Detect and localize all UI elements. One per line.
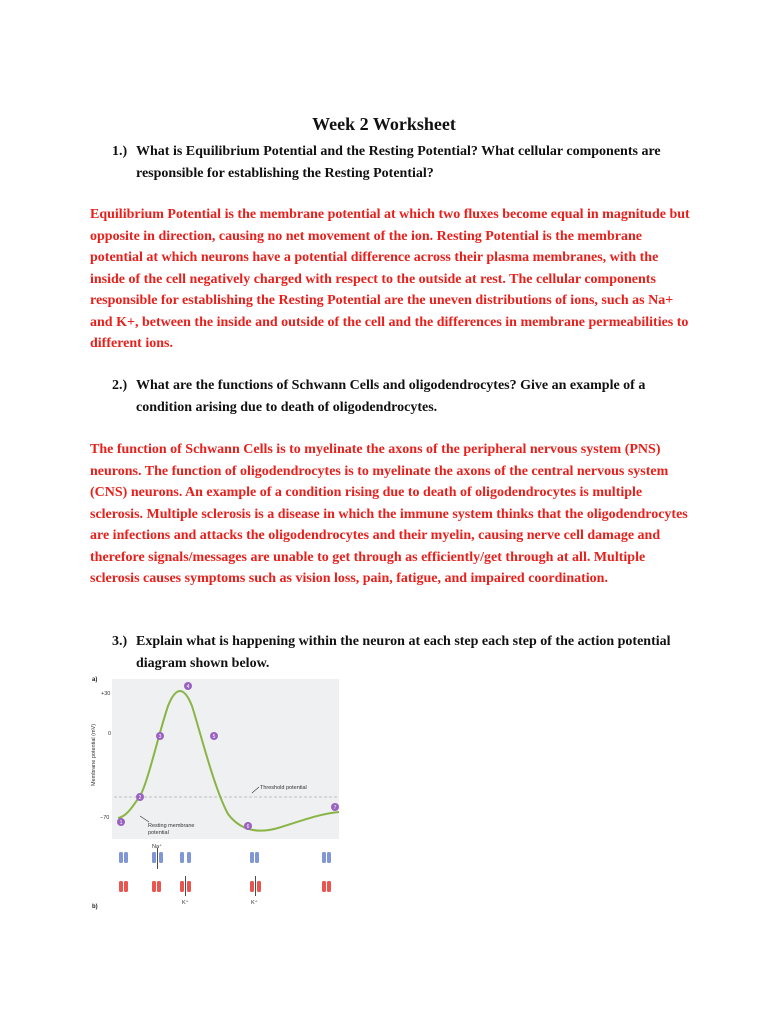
k-label-2: K⁺	[251, 900, 258, 906]
na-channel-2	[152, 848, 163, 869]
k-label-1: K⁺	[182, 900, 189, 906]
svg-text:3: 3	[158, 734, 162, 740]
svg-text:6: 6	[246, 824, 250, 830]
answer-2: The function of Schwann Cells is to myelinate the axons of the peripheral nervous system (PNS) neurons. The function of oligodendrocytes is to myelinate the axons of the central nervous system (CNS) neurons. An example of a condition rising due to death of oligodendrocytes is multiple sclerosis. Multiple sclerosis is a disease in which the immune system thinks that the oligodendrocytes are infections and attacks the oligodendrocytes and their myelin, causing nerve cell damage and therefore signals/messages are unable to get through as efficiently/get through at all. Multiple sclerosis causes symptoms such as vision loss, pain, fatigue, and impaired coordination.	[90, 442, 688, 586]
step-marker-1	[117, 818, 125, 826]
question-1-text: What is Equilibrium Potential and the Resting Potential? What cellular components are responsible for establishing the Resting Potential?	[136, 144, 661, 181]
svg-text:2: 2	[138, 795, 142, 801]
threshold-label: Threshold potential	[260, 785, 307, 791]
svg-text:1: 1	[119, 820, 123, 826]
step-marker-2	[136, 793, 144, 801]
question-3-text: Explain what is happening within the neuron at each step each step of the action potential diagram shown below.	[136, 634, 671, 671]
na-channel-3	[180, 852, 191, 863]
tick-minus-70: −70	[100, 815, 110, 821]
k-channel-2	[152, 881, 161, 892]
page-title: Week 2 Worksheet	[312, 114, 456, 134]
resting-label-line-1: Resting membrane	[148, 823, 195, 829]
k-channel-1	[119, 881, 128, 892]
graph-panel	[112, 679, 339, 839]
tick-zero: 0	[108, 731, 112, 737]
panel-b-label: b)	[92, 904, 98, 910]
k-channel-4	[250, 876, 261, 896]
question-2	[112, 375, 672, 418]
step-marker-4	[184, 682, 192, 690]
step-marker-3	[156, 732, 164, 740]
question-3	[112, 631, 672, 674]
question-2-text: What are the functions of Schwann Cells and oligodendrocytes? Give an example of a condition arising due to death of oligodendrocytes.	[136, 378, 646, 415]
question-3-number: 3.)	[112, 634, 128, 649]
answer-1: Equilibrium Potential is the membrane potential at which two fluxes become equal in magnitude but opposite in direction, causing no net movement of the ion. Resting Potential is the membrane potential at which neurons have a potential difference across their plasma membranes, with the inside of the cell negatively charged with respect to the outside at rest. The cellular components responsible for establishing the Resting Potential are the uneven distributions of ions, such as Na+ and K+, between the inside and outside of the cell and the differences in membrane permeabilities to different ions.	[90, 207, 690, 351]
svg-text:5: 5	[212, 734, 216, 740]
step-marker-6	[244, 822, 252, 830]
k-channel-5	[322, 881, 331, 892]
question-1-number: 1.)	[112, 144, 128, 159]
panel-a-label: a)	[92, 677, 98, 683]
k-channel-3	[180, 876, 191, 896]
question-1	[112, 141, 672, 184]
question-2-number: 2.)	[112, 378, 128, 393]
action-potential-figure	[88, 676, 340, 914]
na-channel-4	[250, 852, 259, 863]
na-channel-5	[322, 852, 331, 863]
na-channel-1	[119, 852, 128, 863]
y-axis-label: Membrane potential (mV)	[91, 723, 97, 786]
resting-label-line-2: potential	[148, 830, 169, 836]
tick-plus-30: +30	[101, 691, 111, 697]
step-marker-7	[331, 803, 339, 811]
svg-text:7: 7	[333, 805, 337, 811]
na-label: Na⁺	[152, 844, 162, 850]
svg-text:4: 4	[186, 684, 190, 690]
step-marker-5	[210, 732, 218, 740]
